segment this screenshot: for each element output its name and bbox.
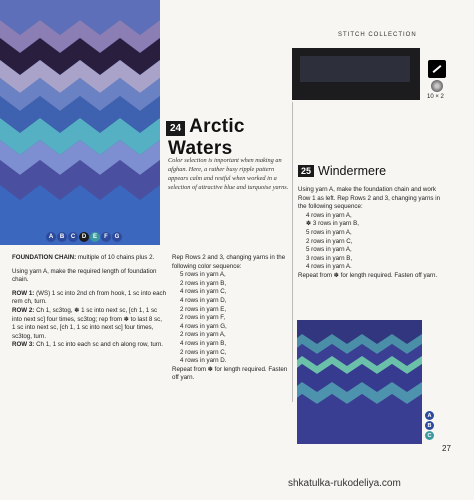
sequence-item: 4 rows in yarn A,: [306, 211, 352, 219]
pattern-25-title: [298, 164, 386, 178]
row3-label: ROW 3:: [12, 341, 35, 349]
repeat-text: Repeat from ✽ for length required. Fasten off yarn.: [298, 271, 438, 279]
yarn-circle-c: C: [425, 431, 434, 440]
sequence-item: 4 rows in yarn G,: [180, 322, 227, 330]
sequence-item: 4 rows in yarn C,: [180, 288, 227, 296]
sequence-item: 2 rows in yarn A,: [180, 331, 226, 339]
sequence-item: 2 rows in yarn C,: [306, 237, 353, 245]
pattern-title-line2: Waters: [168, 138, 233, 159]
sequence-item: 2 rows in yarn C,: [180, 348, 227, 356]
foundation-chain-paragraph: [12, 254, 167, 263]
pattern-24-color-sequence: [172, 254, 290, 383]
sequence-item: 2 rows in yarn E,: [180, 305, 227, 313]
sequence-item: 5 rows in yarn A,: [180, 271, 226, 279]
stitch-collection-label: STITCH COLLECTION: [338, 32, 417, 38]
sequence-item: 3 rows in yarn B,: [306, 254, 353, 262]
row1-label: ROW 1:: [12, 289, 35, 297]
pattern-number-badge: 25: [298, 165, 314, 177]
row2-label: ROW 2:: [12, 306, 35, 314]
column-divider: [292, 102, 293, 402]
repeat-text: Repeat from ✽ for length required. Fasten off yarn.: [172, 365, 288, 382]
row2-text: Ch 1, sc3tog, ✽ 1 sc into next sc, [ch 1, 1 sc into next sc] four times, sc3tog; rep from ✽ to last 8 sc, 1 sc into next sc, [ch 1, 1 sc into next sc] four times, sc3tog, turn.: [12, 306, 162, 340]
skill-level-icon: [428, 60, 446, 78]
prev-pattern-swatch-detail: [300, 56, 410, 82]
gauge-label: 10 × 2: [427, 94, 444, 100]
yarn-circle-a: A: [46, 232, 56, 242]
pattern-24-intro: Color selection is important when making an afghan. Here, a rather busy ripple pattern appears calm and restful when worked in a selection of attractive blue and turquoise yarns.: [168, 157, 289, 191]
yarn-circle-b: B: [57, 232, 67, 242]
sequence-item: ✽ 3 rows in yarn B,: [306, 220, 359, 228]
using-yarn-paragraph: Using yarn A, make the required length of foundation chain.: [12, 267, 157, 284]
yarn-letter-stack: [425, 411, 434, 440]
pattern-number-badge: 24: [166, 121, 185, 136]
watermark: shkatulka-rukodeliya.com: [288, 478, 401, 489]
row3-text: Ch 1, 1 sc into each sc and ch along row, turn.: [34, 341, 163, 349]
yarn-circle-a: A: [425, 411, 434, 420]
yarn-circle-b: B: [425, 421, 434, 430]
sequence-item: 4 rows in yarn D,: [180, 296, 227, 304]
arctic-waters-swatch-image: [0, 0, 160, 245]
foundation-chain-label: FOUNDATION CHAIN:: [12, 254, 77, 261]
pattern-24-instructions: [12, 254, 167, 355]
yarn-ball-icon: [431, 80, 443, 92]
yarn-circle-c: C: [68, 232, 78, 242]
sequence-item: 4 rows in yarn D.: [180, 357, 227, 365]
pattern-title-line1: Arctic: [189, 116, 245, 137]
sequence-item: 2 rows in yarn B,: [180, 279, 227, 287]
rep-intro: Rep Rows 2 and 3, changing yarns in the following color sequence:: [172, 254, 286, 270]
sequence-item: 5 rows in yarn A,: [306, 246, 352, 254]
pattern-title: Windermere: [318, 164, 387, 178]
sequence-item: 4 rows in yarn A.: [306, 263, 352, 271]
rows-paragraph: [12, 290, 167, 350]
yarn-circle-d: D: [79, 232, 89, 242]
pattern-25-intro: Using yarn A, make the foundation chain and work Row 1 as left. Rep Rows 2 and 3, changing yarns in the following sequence:: [298, 186, 441, 211]
yarn-circle-f: F: [101, 232, 111, 242]
row1-text: (WS) 1 sc into 2nd ch from hook, 1 sc into each rem ch, turn.: [12, 289, 167, 306]
yarn-circle-g: G: [112, 232, 122, 242]
sequence-item: 4 rows in yarn B,: [180, 339, 227, 347]
pattern-24-title: [166, 116, 286, 160]
sequence-item: 5 rows in yarn A,: [306, 228, 352, 236]
yarn-letter-circles: [46, 232, 122, 242]
page-number: 27: [442, 444, 451, 453]
foundation-chain-text: multiple of 10 chains plus 2.: [76, 254, 155, 261]
windermere-swatch-image: [297, 320, 422, 444]
pattern-25-instructions: [298, 186, 448, 281]
sequence-item: 2 rows in yarn F,: [180, 314, 226, 322]
yarn-circle-e: E: [90, 232, 100, 242]
